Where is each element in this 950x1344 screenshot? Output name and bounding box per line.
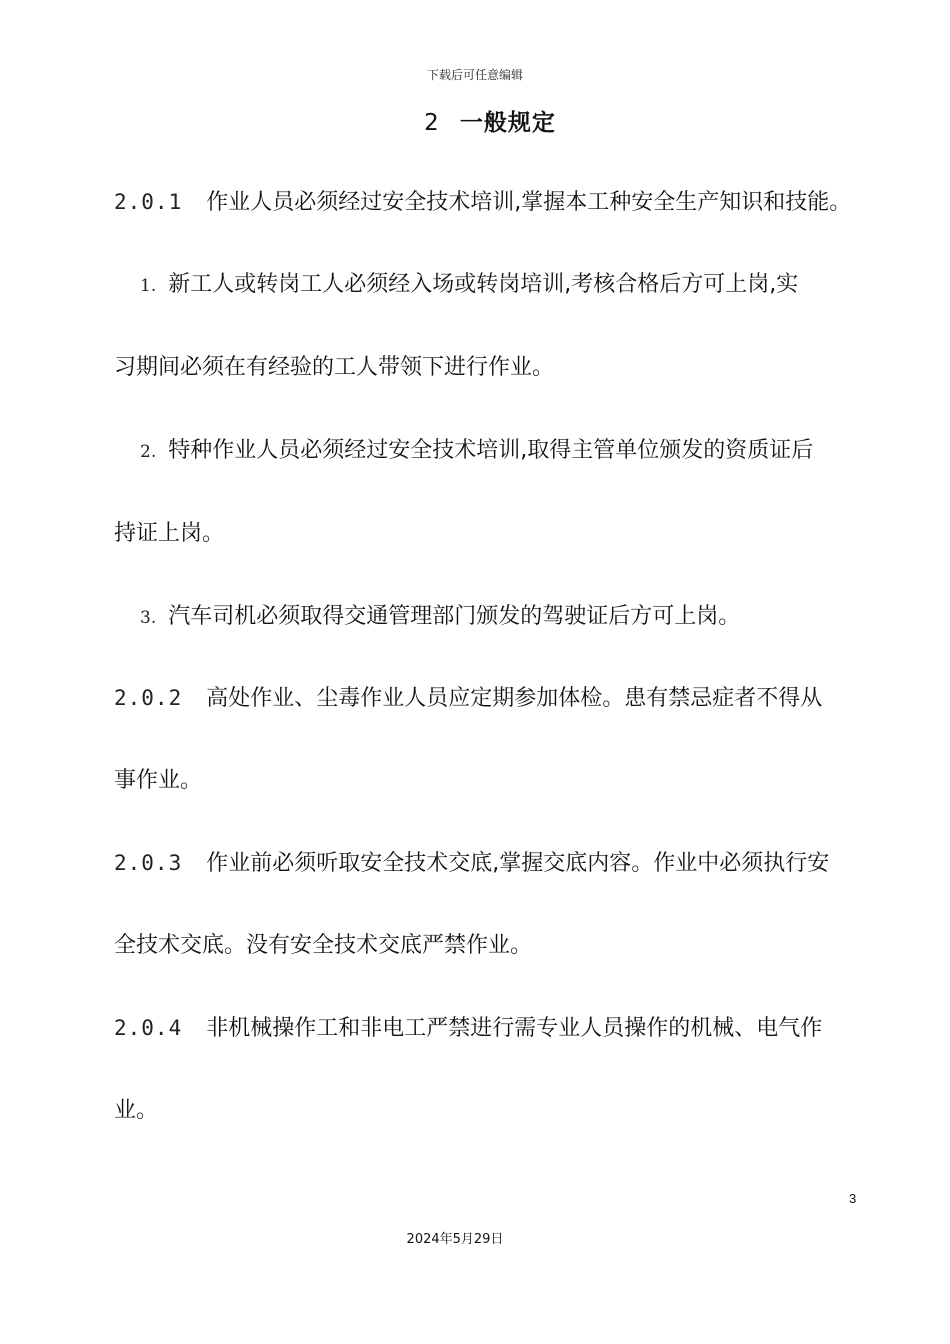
list-item-3 <box>114 603 740 632</box>
clause-2-0-2-continued <box>114 767 202 795</box>
list-item-1-continued <box>114 354 554 382</box>
clause-number: 2.0.1 <box>114 190 183 214</box>
clause-text: 全技术交底。没有安全技术交底严禁作业。 <box>114 933 533 958</box>
header-note: 下载后可任意编辑 <box>426 68 523 82</box>
list-item-number: 2. <box>140 442 157 462</box>
list-item-text: 汽车司机必须取得交通管理部门颁发的驾驶证后方可上岗。 <box>168 604 741 629</box>
list-item-text: 持证上岗。 <box>114 521 225 546</box>
clause-number: 2.0.2 <box>114 686 183 710</box>
list-item-text: 习期间必须在有经验的工人带领下进行作业。 <box>114 355 555 380</box>
clause-text: 业。 <box>114 1098 159 1123</box>
clause-2-0-4 <box>114 1014 822 1043</box>
clause-2-0-3-continued <box>114 932 532 960</box>
clause-text: 事作业。 <box>114 768 203 793</box>
section-number: 2 <box>424 110 440 136</box>
clause-text: 高处作业、尘毒作业人员应定期参加体检。患有禁忌症者不得从 <box>206 686 823 711</box>
clause-number: 2.0.4 <box>114 1016 183 1040</box>
clause-text: 非机械操作工和非电工严禁进行需专业人员操作的机械、电气作 <box>206 1016 823 1041</box>
page-number: 3 <box>849 1191 857 1206</box>
section-title-text: 一般规定 <box>459 110 556 136</box>
section-title <box>0 104 950 137</box>
list-item-text: 特种作业人员必须经过安全技术培训,取得主管单位颁发的资质证后 <box>168 438 814 463</box>
list-item-number: 3. <box>140 608 157 628</box>
list-item-1 <box>114 271 798 300</box>
clause-2-0-4-continued <box>114 1097 158 1125</box>
clause-text: 作业前必须听取安全技术交底,掌握交底内容。作业中必须执行安 <box>206 851 830 876</box>
list-item-2-continued <box>114 520 224 548</box>
clause-number: 2.0.3 <box>114 851 183 875</box>
footer-date: 2024年5月29日 <box>406 1232 504 1247</box>
clause-2-0-1 <box>114 188 851 217</box>
list-item-2 <box>114 437 813 466</box>
list-item-number: 1. <box>140 276 157 296</box>
list-item-text: 新工人或转岗工人必须经入场或转岗培训,考核合格后方可上岗,实 <box>168 272 799 297</box>
clause-2-0-2 <box>114 684 822 713</box>
clause-text: 作业人员必须经过安全技术培训,掌握本工种安全生产知识和技能。 <box>206 190 852 215</box>
clause-2-0-3 <box>114 849 829 878</box>
